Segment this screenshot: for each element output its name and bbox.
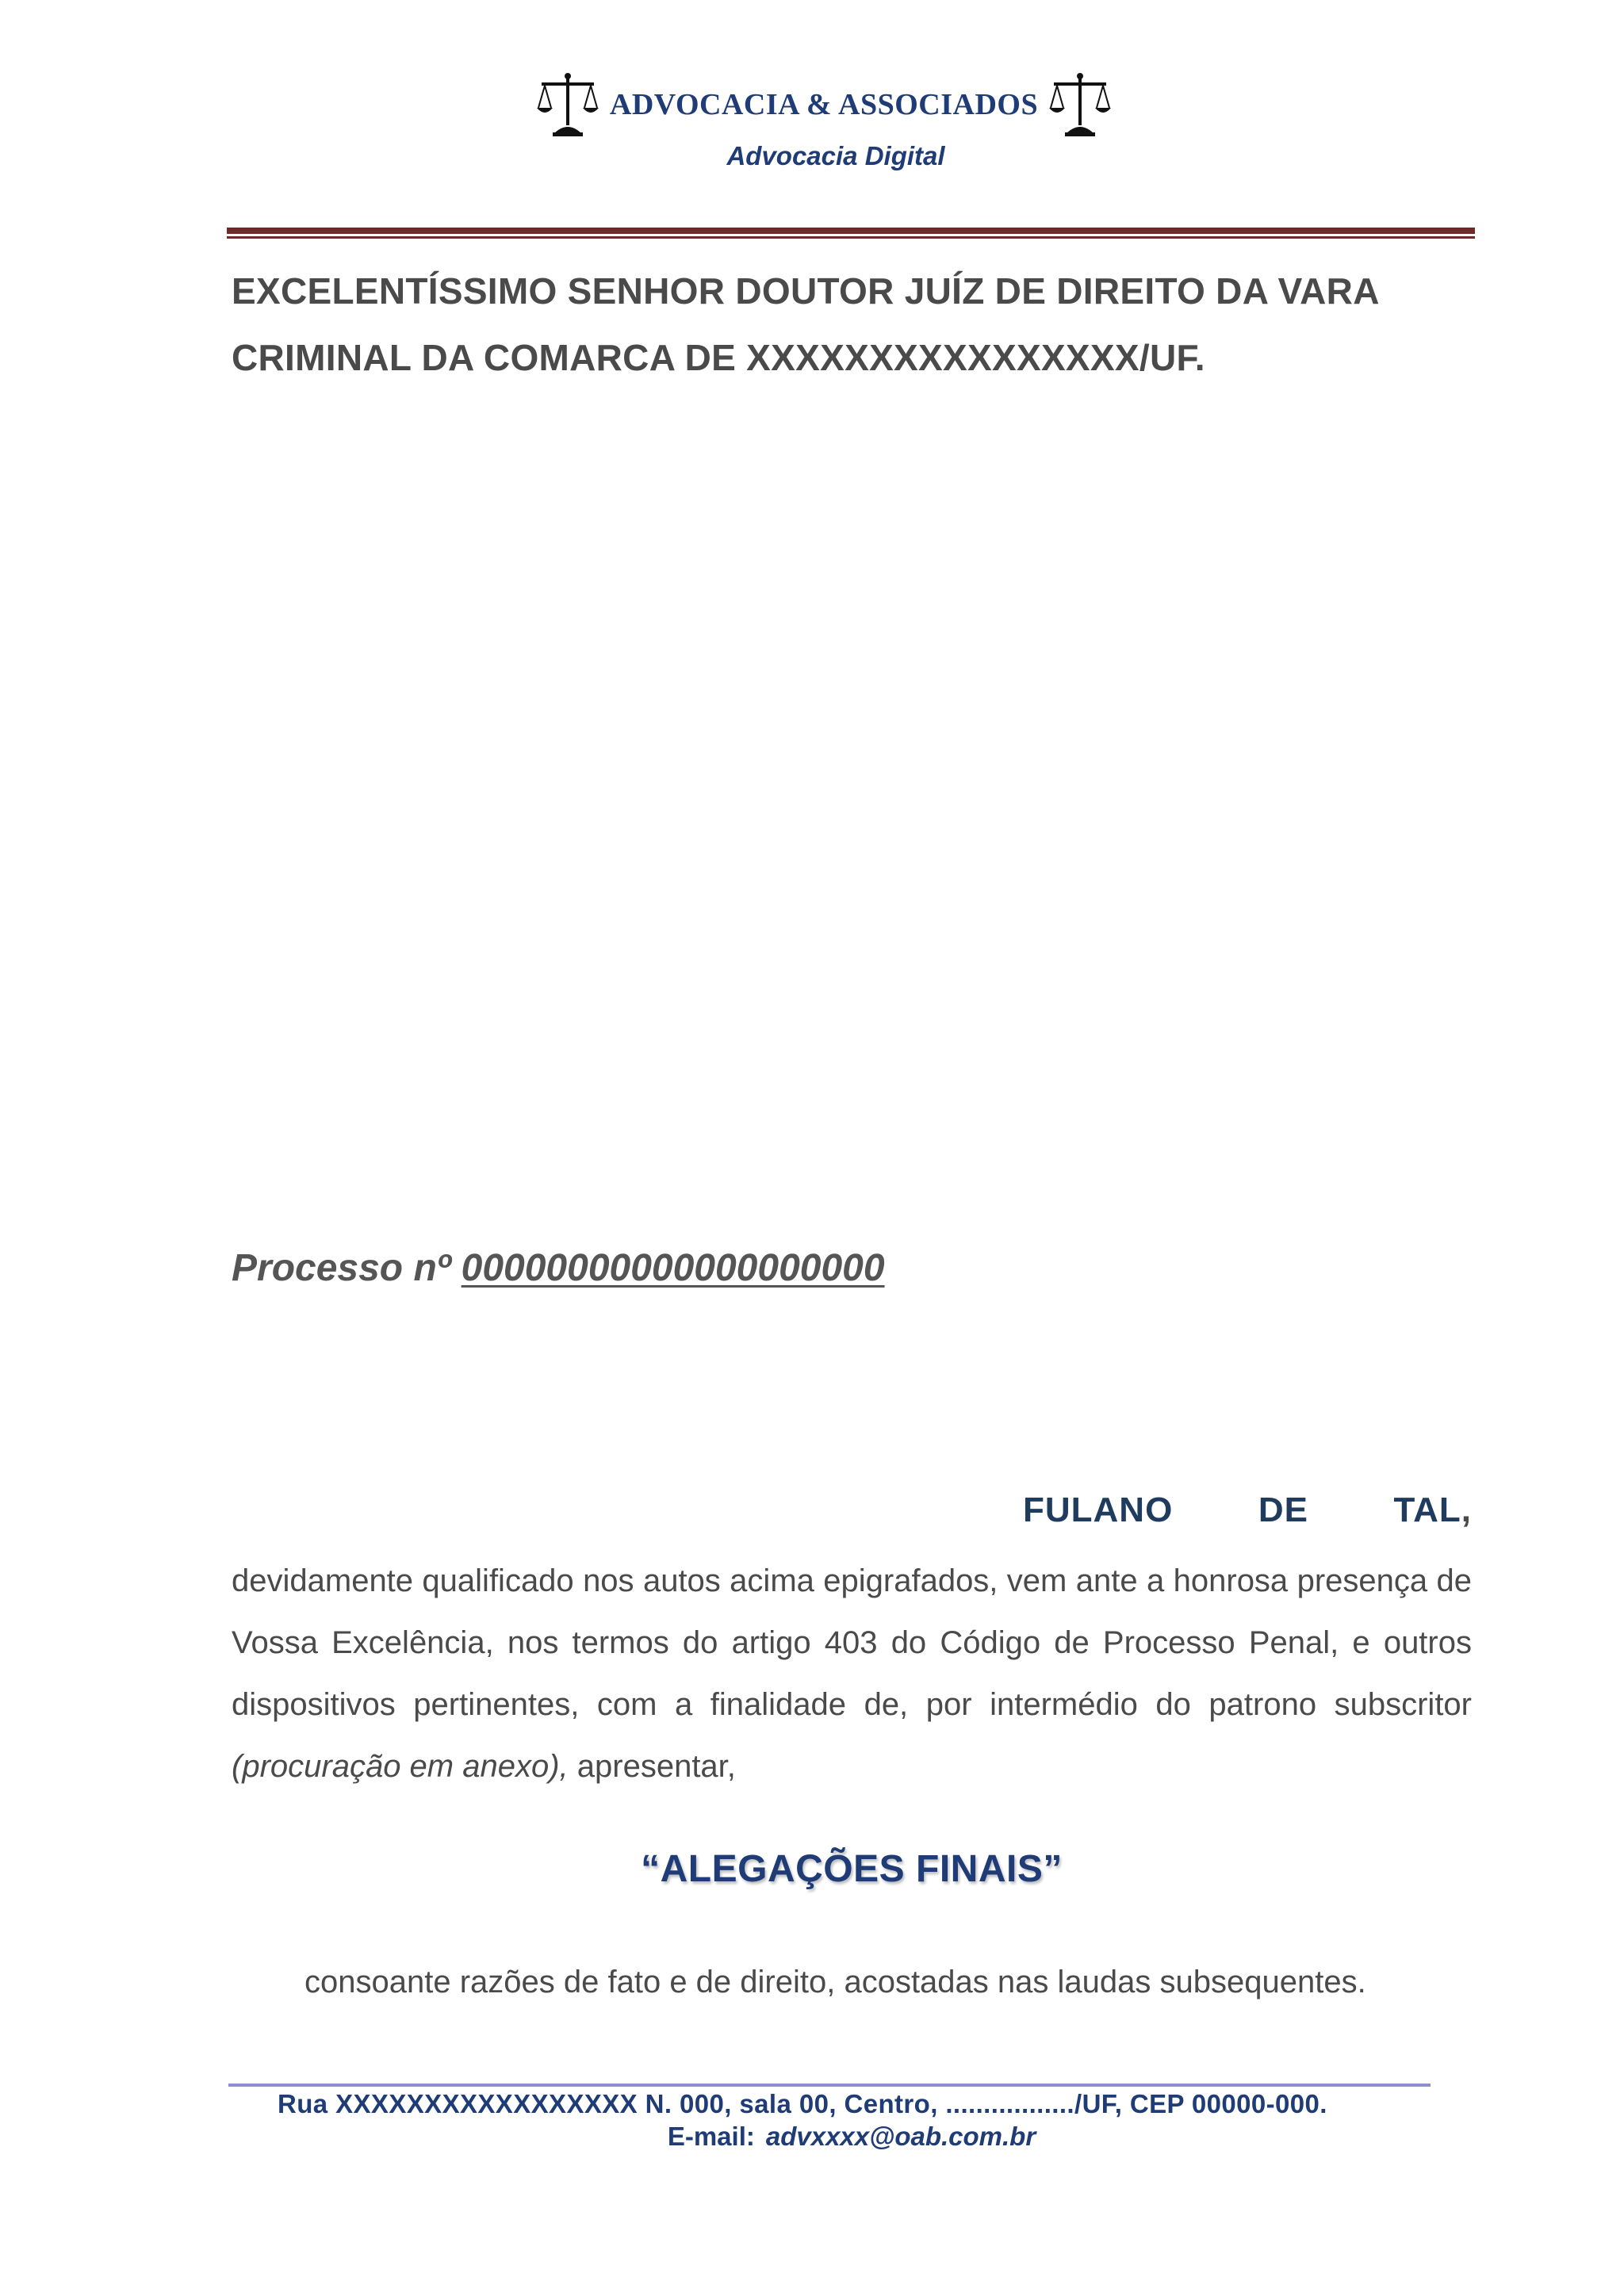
header-divider-thin (227, 236, 1475, 239)
addressee-heading (232, 258, 1473, 391)
party-name-word-1: FULANO (1023, 1490, 1174, 1529)
header-divider-thick (227, 228, 1475, 234)
header-divider (227, 228, 1475, 239)
party-name (1023, 1490, 1472, 1530)
party-name-word-2: DE (1258, 1490, 1308, 1529)
document-title: “ALEGAÇÕES FINAIS” (641, 1848, 1063, 1890)
brand-subtitle: Advocacia Digital (726, 141, 945, 170)
body-text-part-2: apresentar, (568, 1749, 736, 1784)
footer-email-label: E-mail: (667, 2122, 755, 2151)
addressee-line-1: EXCELENTÍSSIMO SENHOR DOUTOR JUÍZ DE DIREITO DA VARA (232, 270, 1380, 312)
letterhead (0, 71, 1624, 171)
process-number-value: 00000000000000000000 (461, 1247, 885, 1289)
footer-address: Rua XXXXXXXXXXXXXXXXX N. 000, sala 00, Centro, ................./UF, CEP 00000-000. (278, 2089, 1327, 2118)
party-name-comma: , (1461, 1490, 1472, 1529)
footer-email-value: advxxxx@oab.com.br (765, 2122, 1036, 2151)
party-name-word-3 (1394, 1490, 1473, 1530)
process-label: Processo nº (232, 1247, 462, 1289)
brand-name: ADVOCACIA & ASSOCIADOS (609, 88, 1039, 121)
body-text-part-1: devidamente qualificado nos autos acima epigrafados, vem ante a honrosa presença de Vossa Excelência, nos termos do artigo 403 do Código de Processo Penal, e outros dispositivos pertinentes, com a finalidade de, por intermédio do patrono subscritor (232, 1563, 1472, 1722)
process-number (232, 1246, 885, 1290)
body-text-italic: (procuração em anexo), (232, 1749, 569, 1784)
scales-of-justice-icon (537, 71, 599, 138)
addressee-line-2: CRIMINAL DA COMARCA DE XXXXXXXXXXXXXXXX/UF. (232, 337, 1205, 378)
closing-line: consoante razões de fato e de direito, acostadas nas laudas subsequentes. (304, 1965, 1366, 1999)
party-name-word-3-text: TAL (1393, 1490, 1461, 1529)
scales-of-justice-icon (1049, 71, 1111, 138)
footer-email (40, 2122, 1624, 2152)
footer-divider (228, 2084, 1431, 2087)
brand-row (24, 71, 1624, 138)
body-paragraph (232, 1550, 1472, 1797)
